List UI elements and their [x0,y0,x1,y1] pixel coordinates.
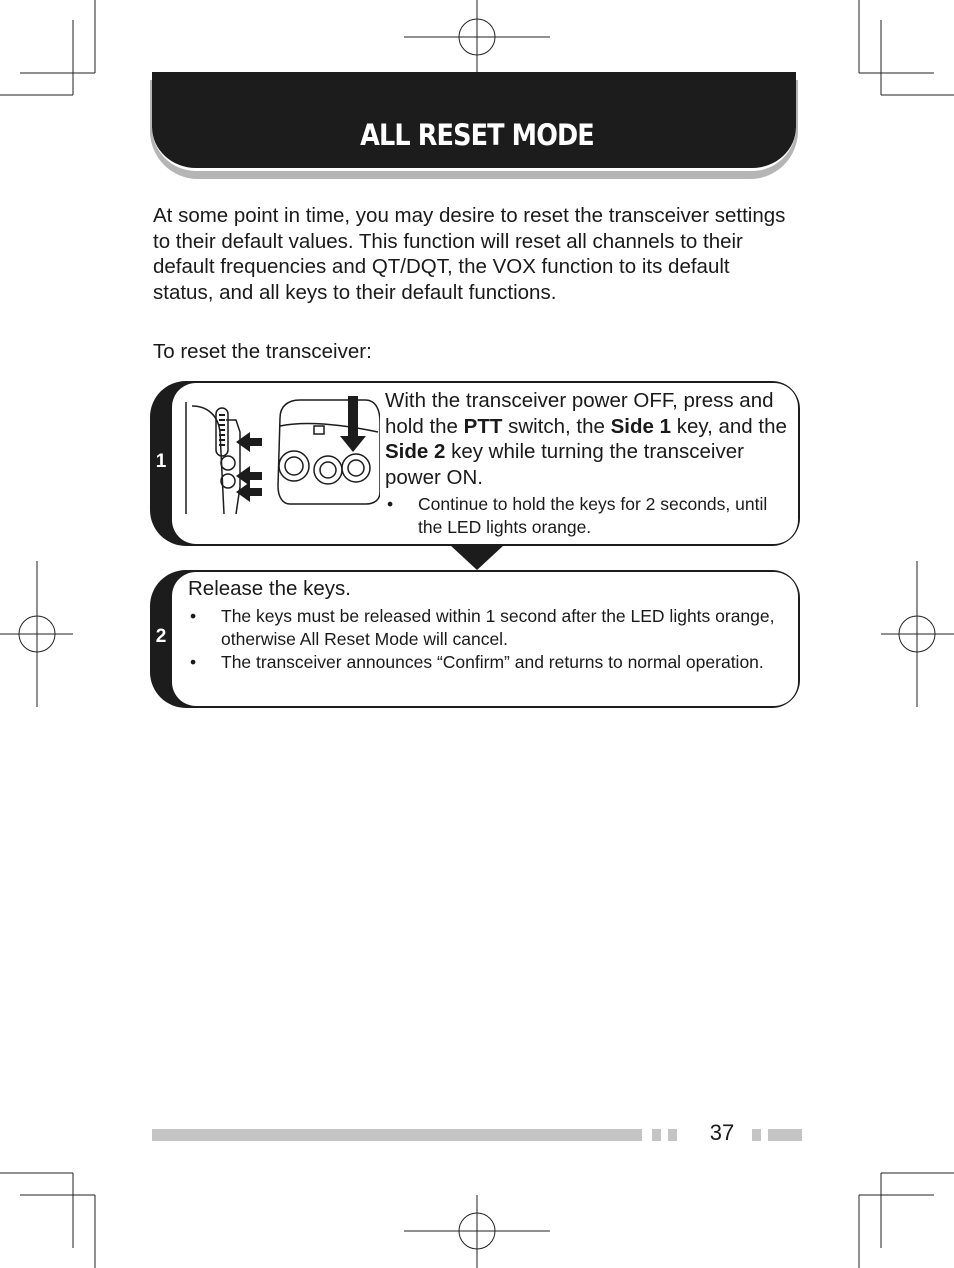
list-item [188,605,798,651]
intro-paragraph: At some point in time, you may desire to reset the transceiver settings to their default values. This function will reset all channels to their default frequencies and QT/DQT, the VOX function to its default status, and all keys to their default functions. [153,204,786,304]
step-1-instruction [385,388,805,490]
step-2-number: 2 [155,626,167,647]
bullet-text: The keys must be released within 1 second after the LED lights orange, otherwise All Reset Mode will cancel. [221,606,775,649]
step-1-text-c: key, and the [671,414,787,438]
bullet-text: The transceiver announces “Confirm” and returns to normal operation. [221,652,764,672]
step-arrow-down-icon [450,545,504,570]
side2-key-label: Side 2 [385,440,446,463]
list-item [385,493,790,539]
step-1-text-b: switch, the [502,414,611,438]
bullet-icon: • [190,606,197,626]
footer-bar [152,1129,642,1141]
step-1-bullets [385,493,790,539]
page-title: ALL RESET MODE [360,118,594,152]
intro-lead: To reset the transceiver: [153,340,372,363]
bullet-text: Continue to hold the keys for 2 seconds, until the LED lights orange. [418,494,768,537]
footer-square [752,1129,761,1141]
step-1-text-a: With the transceiver power OFF, press and hold the [385,389,774,438]
list-item [188,651,798,674]
bullet-icon: • [190,652,197,672]
page-number: 37 [709,1120,735,1145]
step-1-number: 1 [155,451,167,472]
side1-key-label: Side 1 [610,414,672,438]
transceiver-key-illustration [180,392,380,520]
bullet-icon: • [387,494,394,514]
step-2-bullets [188,605,798,674]
step-2-instruction: Release the keys. [188,577,351,600]
footer-square [668,1129,677,1141]
step-1-text-d: key while turning the transceiver power ON. [385,440,744,489]
ptt-key-label: PTT [463,414,503,438]
footer-square [652,1129,661,1141]
footer-bar-right [768,1129,802,1141]
